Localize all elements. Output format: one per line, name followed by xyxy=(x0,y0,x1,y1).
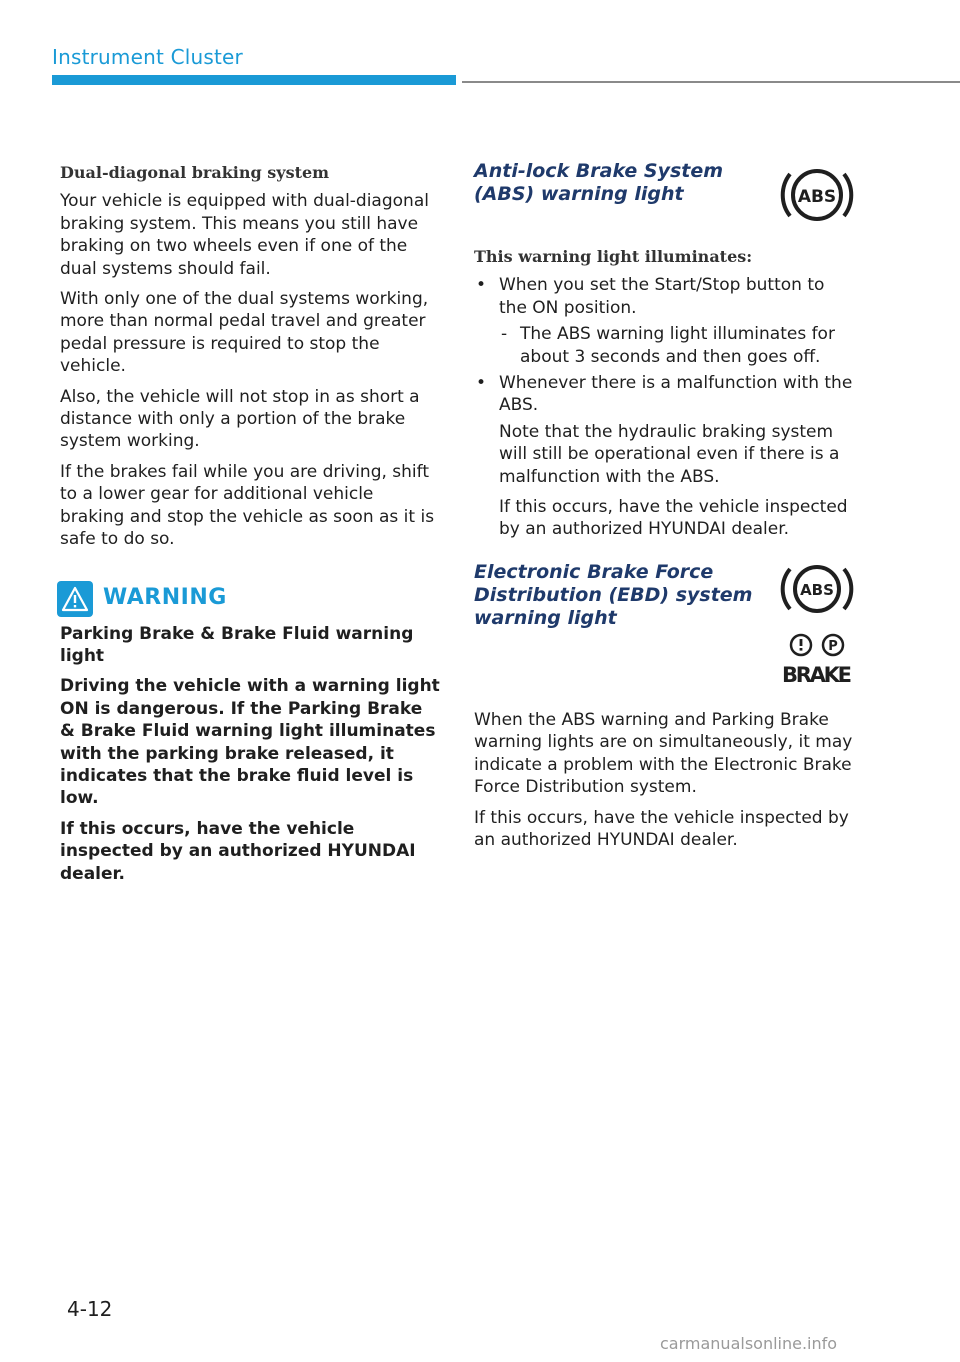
list-subitem: - The ABS warning light illuminates for about 3 seconds and then goes off. xyxy=(501,324,835,367)
warning-label: WARNING xyxy=(103,585,227,611)
dual-braking-heading: Dual-diagonal braking system xyxy=(60,163,330,182)
right-column xyxy=(474,160,854,859)
ebd-icons xyxy=(774,561,854,689)
paragraph: When the ABS warning and Parking Brake warning lights are on simultaneously, it may indicate a problem with the Electronic Brake Force Distribution system. xyxy=(474,709,853,798)
abs-warning-icon xyxy=(780,162,854,228)
paragraph: If the brakes fail while you are driving, shift to a lower gear for additional vehicle braking and stop the vehicle as soon as it is safe to do so. xyxy=(60,461,435,550)
abs-warning-icon xyxy=(780,561,854,617)
header-divider xyxy=(462,81,960,83)
illuminates-heading: This warning light illuminates: xyxy=(474,247,753,266)
brake-icon-label: BRAKE xyxy=(782,662,852,687)
paragraph: Your vehicle is equipped with dual-diagonal braking system. This means you still have braking on two wheels even if one of the dual systems should fail. xyxy=(60,191,429,279)
ebd-heading-row xyxy=(474,561,854,689)
brake-warning-icon xyxy=(780,631,854,689)
warning-header xyxy=(57,581,440,617)
paragraph: Also, the vehicle will not stop in as short a distance with only a portion of the brake system working. xyxy=(60,386,420,452)
warning-body: Driving the vehicle with a warning light ON is dangerous. If the Parking Brake & Brake Fluid warning light illuminates with the parking brake released, it indicates that the brake fluid level is low. xyxy=(60,676,440,809)
page-number: 4-12 xyxy=(67,1297,113,1321)
paragraph: With only one of the dual systems working, more than normal pedal travel and greater pedal pressure is required to stop the vehicle. xyxy=(60,289,429,377)
section-title: Instrument Cluster xyxy=(52,45,243,69)
svg-text:P: P xyxy=(828,638,838,654)
abs-heading-row xyxy=(474,160,854,228)
warning-title: Parking Brake & Brake Fluid warning light xyxy=(60,623,414,666)
header-accent-bar xyxy=(52,75,456,85)
ebd-heading: Electronic Brake Force Distribution (EBD) system warning light xyxy=(474,560,753,629)
list-item: • Whenever there is a malfunction with the ABS. xyxy=(476,373,853,416)
list-note: If this occurs, have the vehicle inspected by an authorized HYUNDAI dealer. xyxy=(499,497,848,540)
abs-icon-label: ABS xyxy=(800,580,834,599)
abs-heading: Anti-lock Brake System (ABS) warning light xyxy=(474,160,724,205)
warning-triangle-icon xyxy=(57,581,93,617)
watermark: carmanualsonline.info xyxy=(660,1334,838,1353)
paragraph: If this occurs, have the vehicle inspected by an authorized HYUNDAI dealer. xyxy=(474,807,849,850)
list-item: • When you set the Start/Stop button to the ON position. xyxy=(476,275,825,318)
warning-body: If this occurs, have the vehicle inspected by an authorized HYUNDAI dealer. xyxy=(60,818,416,884)
list-note: Note that the hydraulic braking system will still be operational even if there is a malfunction with the ABS. xyxy=(499,421,840,487)
abs-icon-label: ABS xyxy=(797,187,837,207)
left-column xyxy=(60,162,440,893)
